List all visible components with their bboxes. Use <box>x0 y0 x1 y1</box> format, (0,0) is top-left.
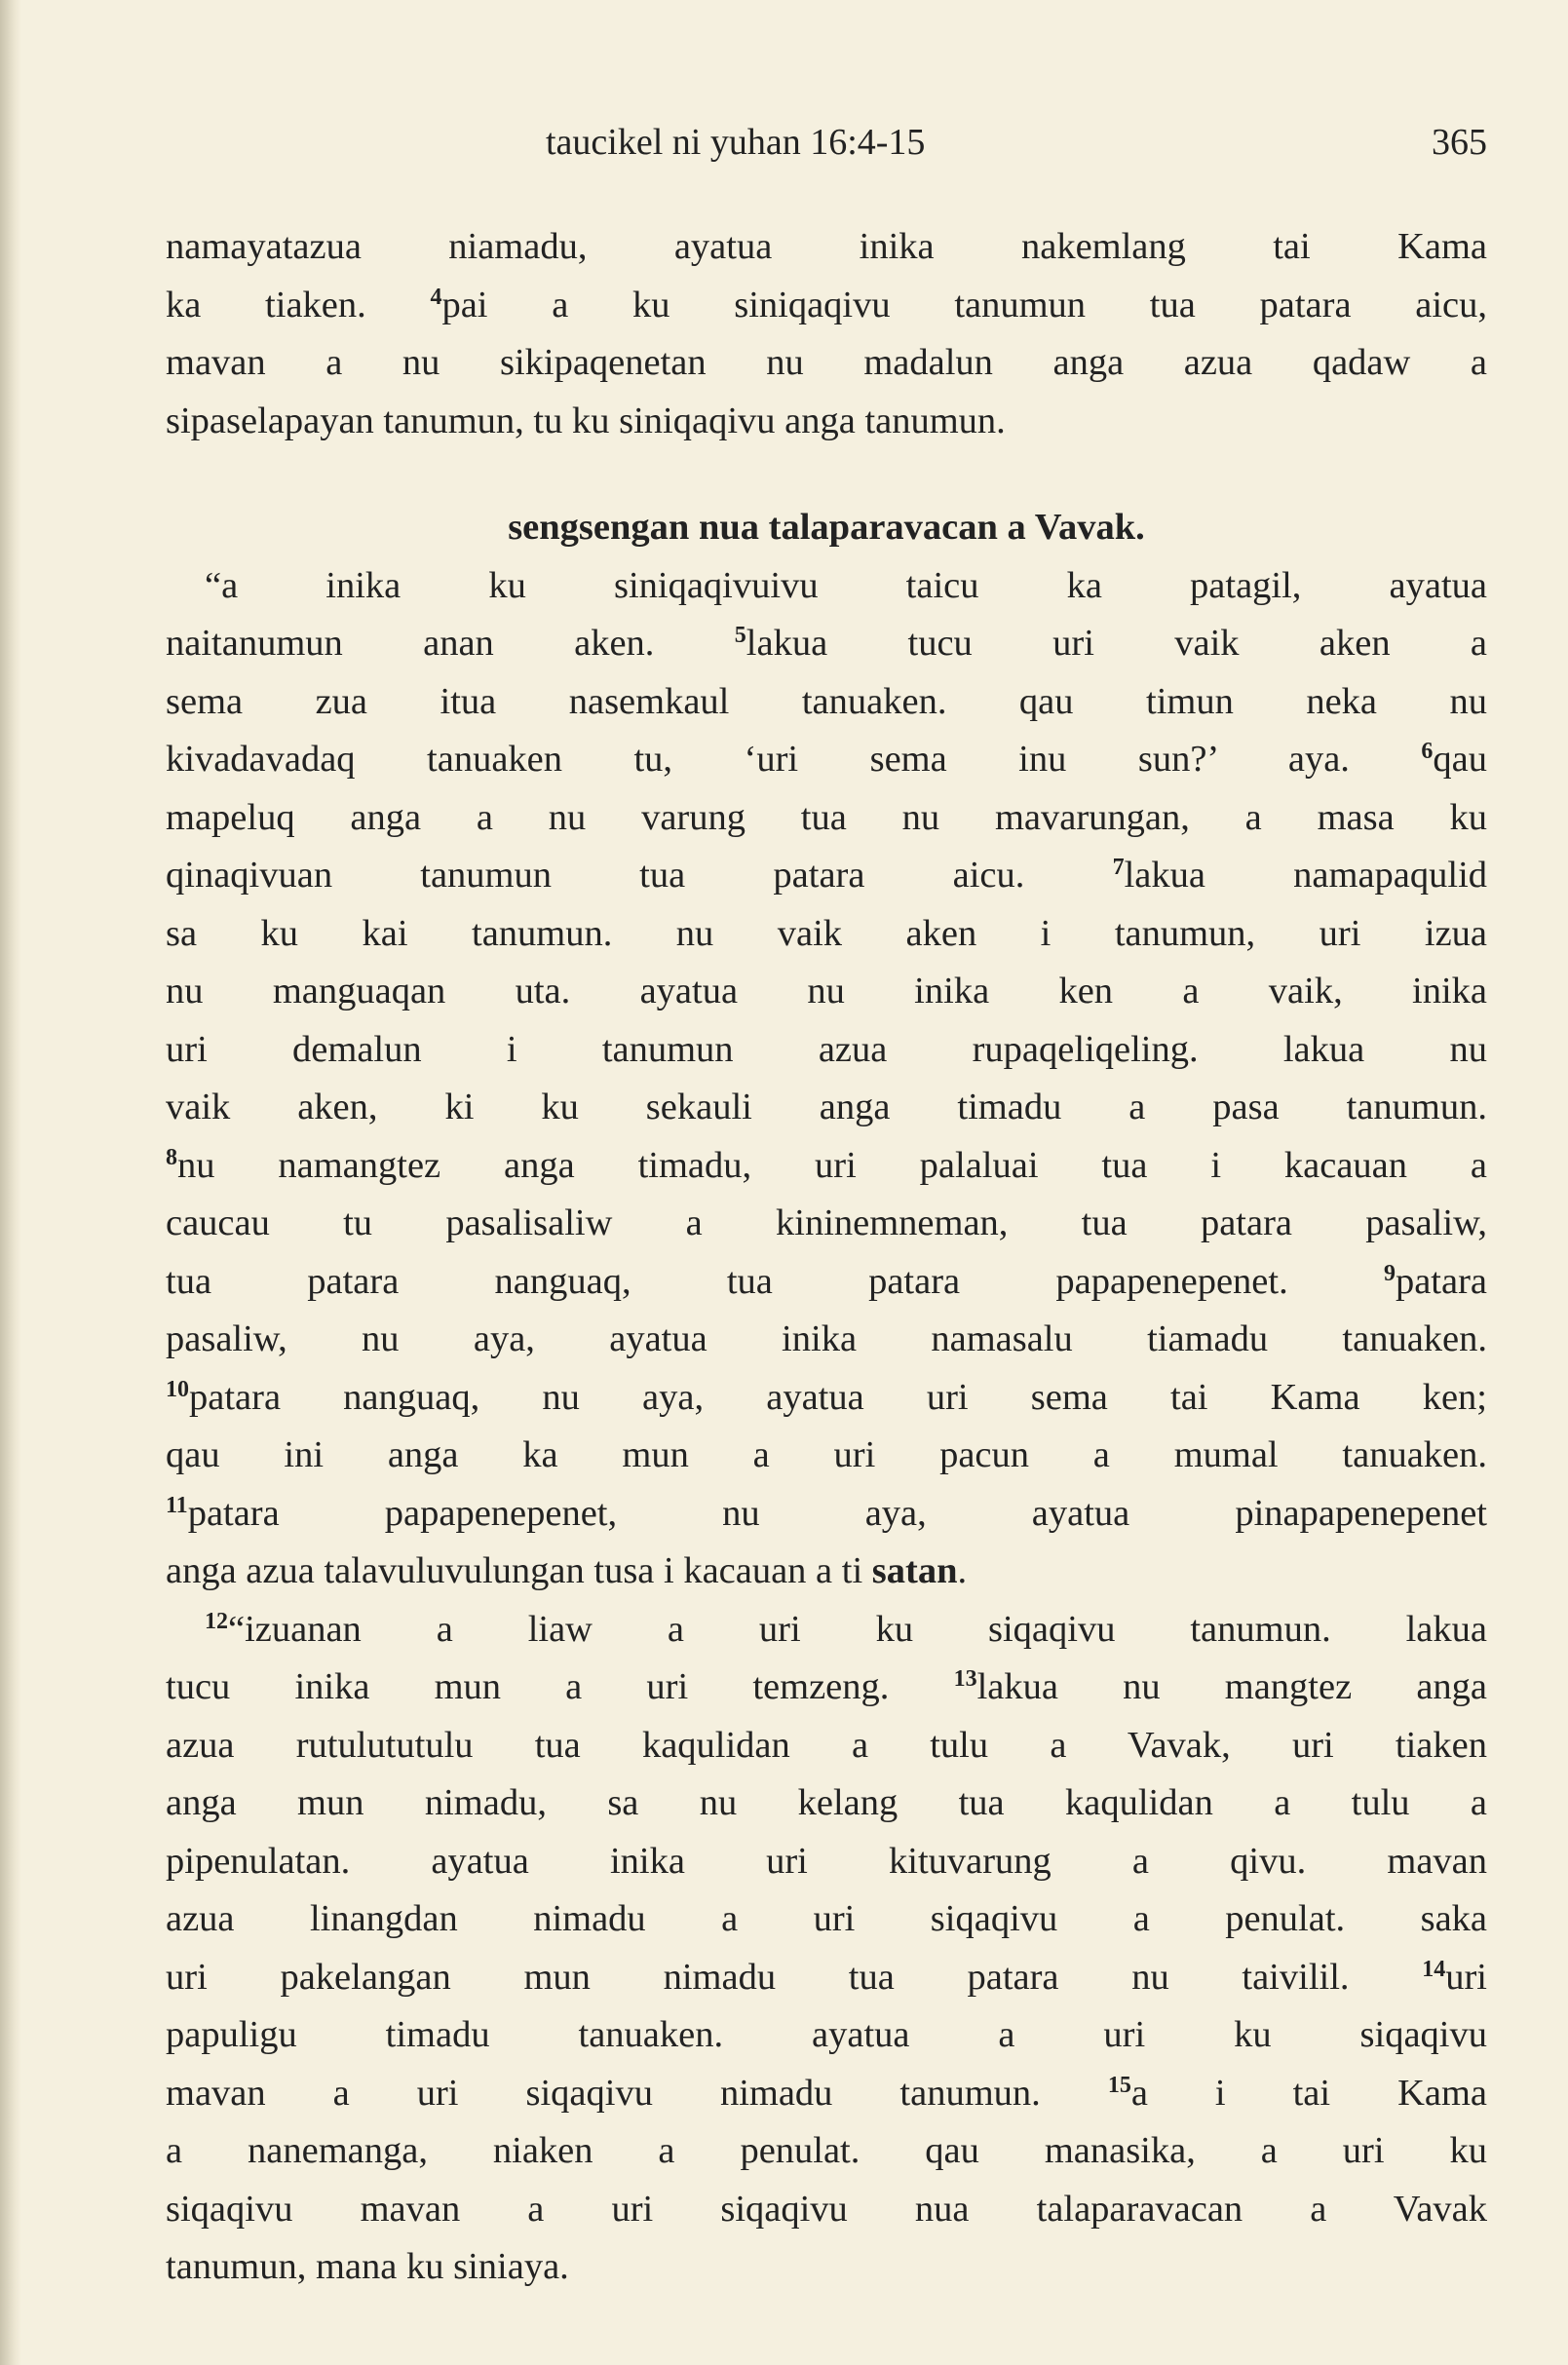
text-line: $^{12}$“izuanan a liaw a uri ku siqaqivu tanumun. lakua <box>205 1608 1487 1650</box>
text-line: $^{10}$patara nanguaq, nu aya, ayatua uri sema tai Kama ken; <box>166 1376 1487 1418</box>
text-line: $^8$nu namangtez anga timadu, uri palaluai tua i kacauan a <box>166 1144 1487 1186</box>
text-line: mapeluq anga a nu varung tua nu mavarungan, a masa ku <box>166 796 1487 838</box>
verse-number: 11 <box>166 1492 188 1518</box>
text-line: azua rutulututulu tua kaqulidan a tulu a Vavak, uri tiaken <box>166 1724 1487 1766</box>
text-line: pipenulatan. ayatua inika uri kituvarung a qivu. mavan <box>166 1840 1487 1882</box>
page-header <box>166 115 1487 170</box>
text-line: sema zua itua nasemkaul tanuaken. qau timun neka nu <box>166 680 1487 722</box>
emphasized-word: satan <box>871 1550 958 1591</box>
page-number: 365 <box>1432 122 1487 163</box>
verse-number: 8 <box>166 1144 177 1170</box>
verse-number: 10 <box>166 1376 189 1402</box>
text-line: sipaselapayan tanumun, tu ku siniqaqivu anga tanumun. <box>166 400 1006 441</box>
text-line: siqaqivu mavan a uri siqaqivu nua talaparavacan a Vavak <box>166 2188 1487 2230</box>
text-line: sa ku kai tanumun. nu vaik aken i tanumun, uri izua <box>166 912 1487 954</box>
verse-number: 12 <box>205 1608 228 1634</box>
text-line: tucu inika mun a uri temzeng. $^{13}$lakua nu mangtez anga <box>166 1666 1487 1707</box>
verse-number: 14 <box>1422 1956 1446 1982</box>
verse-number: 15 <box>1107 2072 1131 2098</box>
text-line: mavan a uri siqaqivu nimadu tanumun. $^{15}$a i tai Kama <box>166 2072 1488 2114</box>
text-line: “a inika ku siniqaqivuivu taicu ka patagil, ayatua <box>205 564 1487 606</box>
verse-number: 13 <box>953 1666 977 1692</box>
text-line: tua patara nanguaq, tua patara papapenepenet. $^9$patara <box>166 1260 1487 1302</box>
verse-number: 6 <box>1421 739 1434 764</box>
verse-number: 5 <box>734 623 746 648</box>
text-line: anga azua talavuluvulungan tusa i kacauan a ti satan. <box>166 1550 968 1591</box>
text-line: anga mun nimadu, sa nu kelang tua kaqulidan a tulu a <box>166 1782 1487 1823</box>
text-line: uri pakelangan mun nimadu tua patara nu taivilil. $^{14}$uri <box>166 1956 1488 1998</box>
text-line: nu manguaqan uta. ayatua nu inika ken a vaik, inika <box>166 971 1487 1011</box>
text-line: kivadavadaq tanuaken tu, ‘uri sema inu sun?’ aya. $^6$qau <box>166 739 1487 780</box>
text-line: namayatazua niamadu, ayatua inika nakemlang tai Kama <box>166 226 1487 267</box>
text-line: tanumun, mana ku siniaya. <box>166 2246 569 2287</box>
verse-number: 4 <box>430 284 442 310</box>
text-line: qinaqivuan tanumun tua patara aicu. $^7$lakua namapaqulid <box>166 855 1488 896</box>
scripture-text <box>166 218 1487 2297</box>
text-line: naitanumun anan aken. $^5$lakua tucu uri vaik aken a <box>166 623 1487 664</box>
text-line: azua linangdan nimadu a uri siqaqivu a penulat. saka <box>166 1898 1487 1939</box>
text-line: $^{11}$patara papapenepenet, nu aya, ayatua pinapapenepenet <box>166 1492 1487 1534</box>
verse-number: 7 <box>1112 855 1125 880</box>
text-line: a nanemanga, niaken a penulat. qau manasika, a uri ku <box>166 2130 1487 2171</box>
text-line: pasaliw, nu aya, ayatua inika namasalu tiamadu tanuaken. <box>166 1318 1487 1359</box>
running-title: taucikel ni yuhan 16:4-15 <box>546 122 926 163</box>
text-line: uri demalun i tanumun azua rupaqeliqeling. lakua nu <box>166 1028 1487 1070</box>
section-heading: sengsengan nua talaparavacan a Vavak. <box>508 507 1145 548</box>
page-binding-edge <box>0 0 21 2365</box>
text-line: papuligu timadu tanuaken. ayatua a uri ku siqaqivu <box>166 2014 1487 2055</box>
verse-number: 9 <box>1383 1260 1396 1286</box>
text-line: qau ini anga ka mun a uri pacun a mumal tanuaken. <box>166 1434 1487 1475</box>
text-line: ka tiaken. $^4$pai a ku siniqaqivu tanumun tua patara aicu, <box>166 284 1487 325</box>
text-line: caucau tu pasalisaliw a kininemneman, tua patara pasaliw, <box>166 1202 1487 1243</box>
text-line: vaik aken, ki ku sekauli anga timadu a pasa tanumun. <box>166 1087 1487 1127</box>
text-line: mavan a nu sikipaqenetan nu madalun anga azua qadaw a <box>166 342 1487 383</box>
